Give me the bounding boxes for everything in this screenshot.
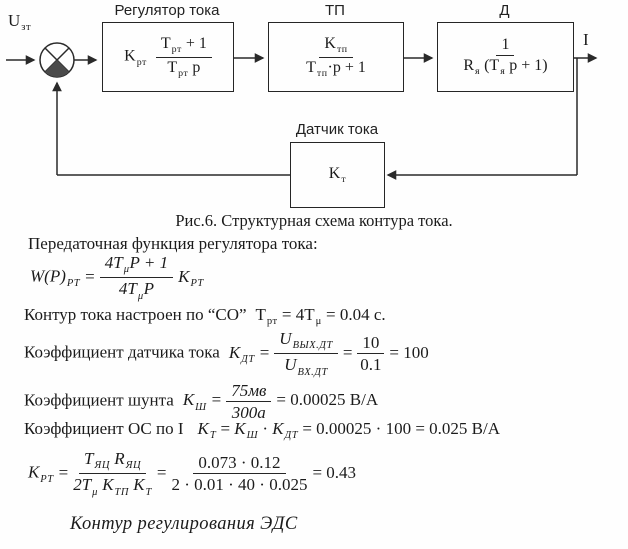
block-diagram: [0, 0, 628, 212]
next-section-heading: Контур регулирования ЭДС: [70, 514, 298, 534]
regulator-fraction: $\frac{T_{рт} + 1}{T_{рт} p}$: [156, 35, 212, 79]
krt-numeric-fraction: $\frac{0.073 \cdot 0.12}{2 \cdot 0.01 \cdot 40 \cdot 0.025}$: [171, 453, 308, 495]
sensor-coeff-numeric-fraction: $\frac{10}{0.1}$: [357, 333, 384, 374]
wp-fraction: $\frac{4T_\mu P + 1}{4T_\mu P}$: [100, 253, 173, 302]
sensor-block: [290, 142, 385, 208]
intro-text: Передаточная функция регулятора тока:: [28, 234, 318, 253]
motor-fraction: $\frac{1}{R_я (T_я p + 1)}$: [463, 36, 548, 78]
regulator-transfer-function: $K_{рт}$ $\frac{T_{рт} + 1}{T_{рт} p}$: [124, 35, 212, 79]
shunt-coefficient-line: Коэффициент шунта $К_Ш$ = $\frac{75мв}{300а}$ = 0.00025 В/А: [24, 381, 379, 423]
motor-block: [437, 22, 574, 92]
regulator-gain: K: [124, 47, 136, 65]
input-signal-label: [8, 11, 31, 33]
formula-transfer-function: $W(P)_{РТ}$ = $\frac{4T_\mu P + 1}{4T_\mu P}$ $K_{РТ}$: [30, 253, 204, 302]
tuning-line: Контур тока настроен по “СО” $T_{рт} = 4T_\mu = 0.04$ с.: [24, 305, 386, 328]
shunt-coeff-label: Коэффициент шунта: [24, 390, 174, 410]
output-signal-label: I: [583, 30, 589, 49]
sensor-block-title: Датчик тока: [295, 121, 379, 138]
converter-block: [268, 22, 404, 92]
feedback-coeff-label: Коэффициент ОС по I: [24, 419, 184, 438]
krt-result: = 0.43: [312, 462, 357, 482]
krt-symbolic-fraction: $\frac{T_{ЯЦ} R_{ЯЦ}}{2T_\mu К_{ТП} К_Т}$: [73, 449, 152, 498]
input-label-sub: зт: [21, 22, 32, 34]
input-label-base: U: [8, 11, 21, 30]
shunt-coeff-result: = 0.00025 В/А: [276, 390, 379, 410]
feedback-coefficient-line: Коэффициент ОС по I $К_Т = К_Ш \cdot К_{ДТ} = 0.00025 \cdot 100 = 0.025$ В/А: [24, 419, 501, 442]
shunt-coeff-fraction: $\frac{75мв}{300а}$: [226, 381, 271, 422]
sensor-coeff-label: Коэффициент датчика тока: [24, 342, 220, 362]
wp-gain: K: [178, 266, 190, 286]
regulator-gain-formula: $К_{РТ}$ = $\frac{T_{ЯЦ} R_{ЯЦ}}{2T_\mu К_{ТП} К_Т}$ = $\frac{0.073 \cdot 0.12}{2 \cdot 0.01 \cdot 40 \cdot 0.025}$ = 0.43: [28, 449, 357, 498]
summing-junction-filled-quadrant: [45, 60, 69, 77]
sensor-coeff-result: = 100: [389, 342, 429, 362]
krt-lhs: К: [28, 462, 40, 482]
sensor-coefficient-line: Коэффициент датчика тока $К_{ДТ}$ = $\frac{U_{ВЫХ.ДТ}}{U_{ВХ.ДТ}}$ = $\frac{10}{0.1}$ = 100: [24, 329, 429, 378]
regulator-block-title: Регулятор тока: [114, 2, 220, 19]
converter-block-title: ТП: [325, 2, 345, 19]
tuning-label: Контур тока настроен по “СО”: [24, 305, 247, 324]
sensor-gain: $K_т$: [328, 164, 347, 186]
motor-block-title: Д: [499, 2, 510, 19]
wp-lhs: W(P): [30, 266, 66, 286]
figure-caption: Рис.6. Структурная схема контура тока.: [175, 211, 453, 230]
feedback-coeff-result: = 0.00025 · 100 = 0.025 В/А: [298, 419, 501, 438]
sensor-coeff-fraction: $\frac{U_{ВЫХ.ДТ}}{U_{ВХ.ДТ}}$: [274, 329, 338, 378]
converter-fraction: $\frac{K_{тп}}{T_{тп}\cdot p + 1}$: [306, 35, 366, 79]
regulator-block: [102, 22, 234, 92]
